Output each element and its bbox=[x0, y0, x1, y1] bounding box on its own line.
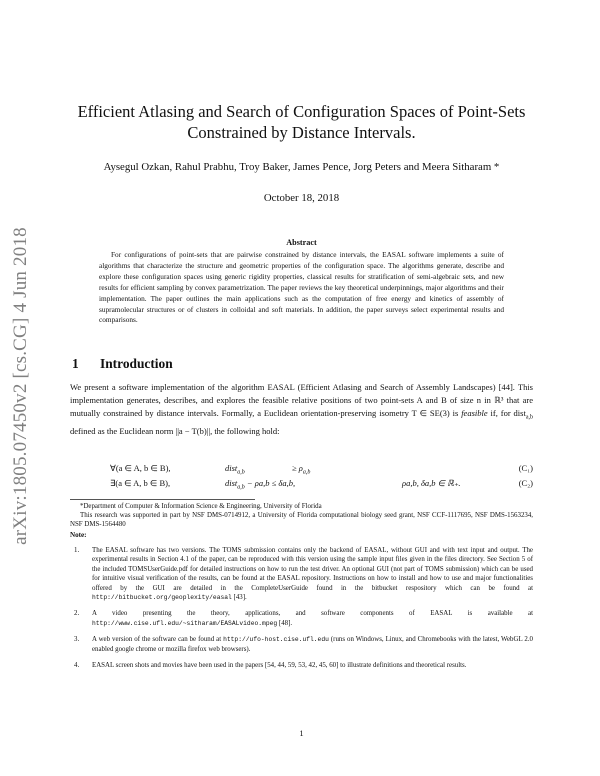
footnote-rule bbox=[70, 499, 255, 500]
title-line-2: Constrained by Distance Intervals. bbox=[187, 123, 416, 142]
arxiv-stamp-text: arXiv:1805.07450v2 [cs.CG] 4 Jun 2018 bbox=[10, 227, 31, 545]
intro-text-2: if, for dist bbox=[487, 408, 526, 419]
note-tail: (runs on Windows, Linux, and Chromebooks with the latest, WebGL 2.0 enabled google chrome or mozilla firefox web browsers). bbox=[92, 636, 533, 653]
note-item bbox=[70, 546, 533, 602]
video-link[interactable]: http://www.cise.ufl.edu/~sitharam/EASALvideo.mpeg bbox=[92, 619, 278, 627]
note-text: A web version of the software can be found at bbox=[92, 636, 224, 644]
note-text: EASAL screen shots and movies have been used in the papers [54, 44, 59, 53, 42, 45, 60] to illustrate definitions and theoretical results. bbox=[92, 662, 467, 670]
note-number: 1. bbox=[74, 547, 80, 554]
eq2-quantifier: ∃(a ∈ A, b ∈ B), bbox=[110, 478, 171, 488]
note-label: Note: bbox=[70, 531, 87, 539]
eq1-label: (C₁) bbox=[518, 463, 533, 473]
note-tail: [48]. bbox=[277, 619, 293, 627]
intro-paragraph bbox=[70, 381, 533, 439]
equation-c1 bbox=[70, 463, 533, 477]
abstract-text: For configurations of point-sets that are pairwise constrained by distance intervals, the EASAL software implements a suite of algorithms that characterize the structure and geometric properties of the configuration space. The algorithms generate, describe and explore these configuration spaces using generic rigidity properties, classical results for stratification of semi-algebraic sets, and new results for efficient sampling by convex parametrization. The paper reviews the key theoretical underpinnings, major algorithms and their implementation. The paper outlines the main applications such as the computation of free energy and kinetics of assembly of supramolecular structures or of clusters in colloidal and soft materials. In addition, the paper surveys select experimental results and comparisons. bbox=[99, 250, 504, 325]
paper-title bbox=[70, 101, 533, 143]
eq1-lhs: dist$_{a,b}$ bbox=[225, 463, 245, 476]
section-number: 1 bbox=[72, 356, 79, 371]
abstract-heading: Abstract bbox=[286, 238, 317, 247]
web-version-link[interactable]: http://ufo-host.cise.ufl.edu bbox=[223, 636, 329, 644]
feasible-term: feasible bbox=[461, 408, 488, 419]
footnote-affiliation: *Department of Computer & Information Science & Engineering, University of Florida bbox=[80, 503, 322, 510]
equation-c2 bbox=[70, 478, 533, 492]
section-title: Introduction bbox=[100, 356, 173, 371]
eq2-label: (C₂) bbox=[518, 478, 533, 488]
intro-text-3: defined as the Euclidean norm ||a − T(b)||, the following hold: bbox=[70, 426, 280, 437]
intro-subscript: a,b bbox=[525, 415, 533, 422]
note-text: The EASAL software has two versions. The TOMS submission contains only the backend of EASAL, without GUI and with text input and output. The experimental results in Section 4.1 of the paper, can be reproduced with this version using the sample input files given in the files directory. See Section 5 of the included TOMSUserGuide.pdf for detailed instructions on how to run the test driver. An optional GUI (not part of TOMS submission) which can be used for intuitive visual verification of the results, can be found at the EASAL repository. Instructions on how to install and how to use and major functionalities offered by the GUI are detailed in the CompleteUserGuide found in the bitbucket respository which can be found at bbox=[92, 547, 533, 592]
note-item bbox=[70, 661, 533, 670]
notes-list bbox=[70, 546, 533, 677]
paper-page bbox=[70, 0, 533, 776]
section-heading bbox=[72, 356, 173, 372]
paper-date: October 18, 2018 bbox=[263, 192, 340, 204]
note-number: 4. bbox=[74, 662, 80, 670]
note-tail: [43]. bbox=[231, 594, 247, 602]
note-text: A video presenting the theory, applications, and software components of EASAL is available at bbox=[92, 610, 533, 618]
repository-link[interactable]: http://bitbucket.org/geoplexity/easal bbox=[92, 594, 232, 602]
footnote-funding: This research was supported in part by NSF DMS-0714912, a University of Florida computational biology seed grant, NSF CCF-1117695, NSF DMS-1563234, NSF DMS-1564480 bbox=[70, 512, 533, 529]
eq1-quantifier: ∀(a ∈ A, b ∈ B), bbox=[110, 463, 171, 473]
intro-text-1: We present a software implementation of the algorithm EASAL (Efficient Atlasing and Search of Assembly Landscapes) [44]. This implementation generates, describes, and explores the feasible relative positions of two point-sets A and B of size n in ℝ³ that are mutually constrained by distance intervals. Formally, a Euclidean orientation-preserving isometry T ∈ SE(3) is bbox=[70, 382, 533, 419]
note-number: 3. bbox=[74, 636, 80, 644]
page-number: 1 bbox=[299, 728, 304, 738]
eq2-lhs: dist$_{a,b}$ − ρa,b ≤ δa,b, bbox=[225, 478, 296, 491]
author-list: Aysegul Ozkan, Rahul Prabhu, Troy Baker, James Pence, Jorg Peters and Meera Sitharam * bbox=[103, 161, 500, 173]
note-number: 2. bbox=[74, 610, 80, 618]
note-item bbox=[70, 609, 533, 628]
eq1-relation: ≥ $\rho_{a,b}$ bbox=[292, 463, 311, 476]
arxiv-stamp bbox=[8, 210, 34, 562]
title-line-1: Efficient Atlasing and Search of Configuration Spaces of Point-Sets bbox=[77, 102, 526, 121]
note-item bbox=[70, 635, 533, 654]
eq2-condition: ρa,b, δa,b ∈ ℝ₊. bbox=[402, 478, 461, 488]
